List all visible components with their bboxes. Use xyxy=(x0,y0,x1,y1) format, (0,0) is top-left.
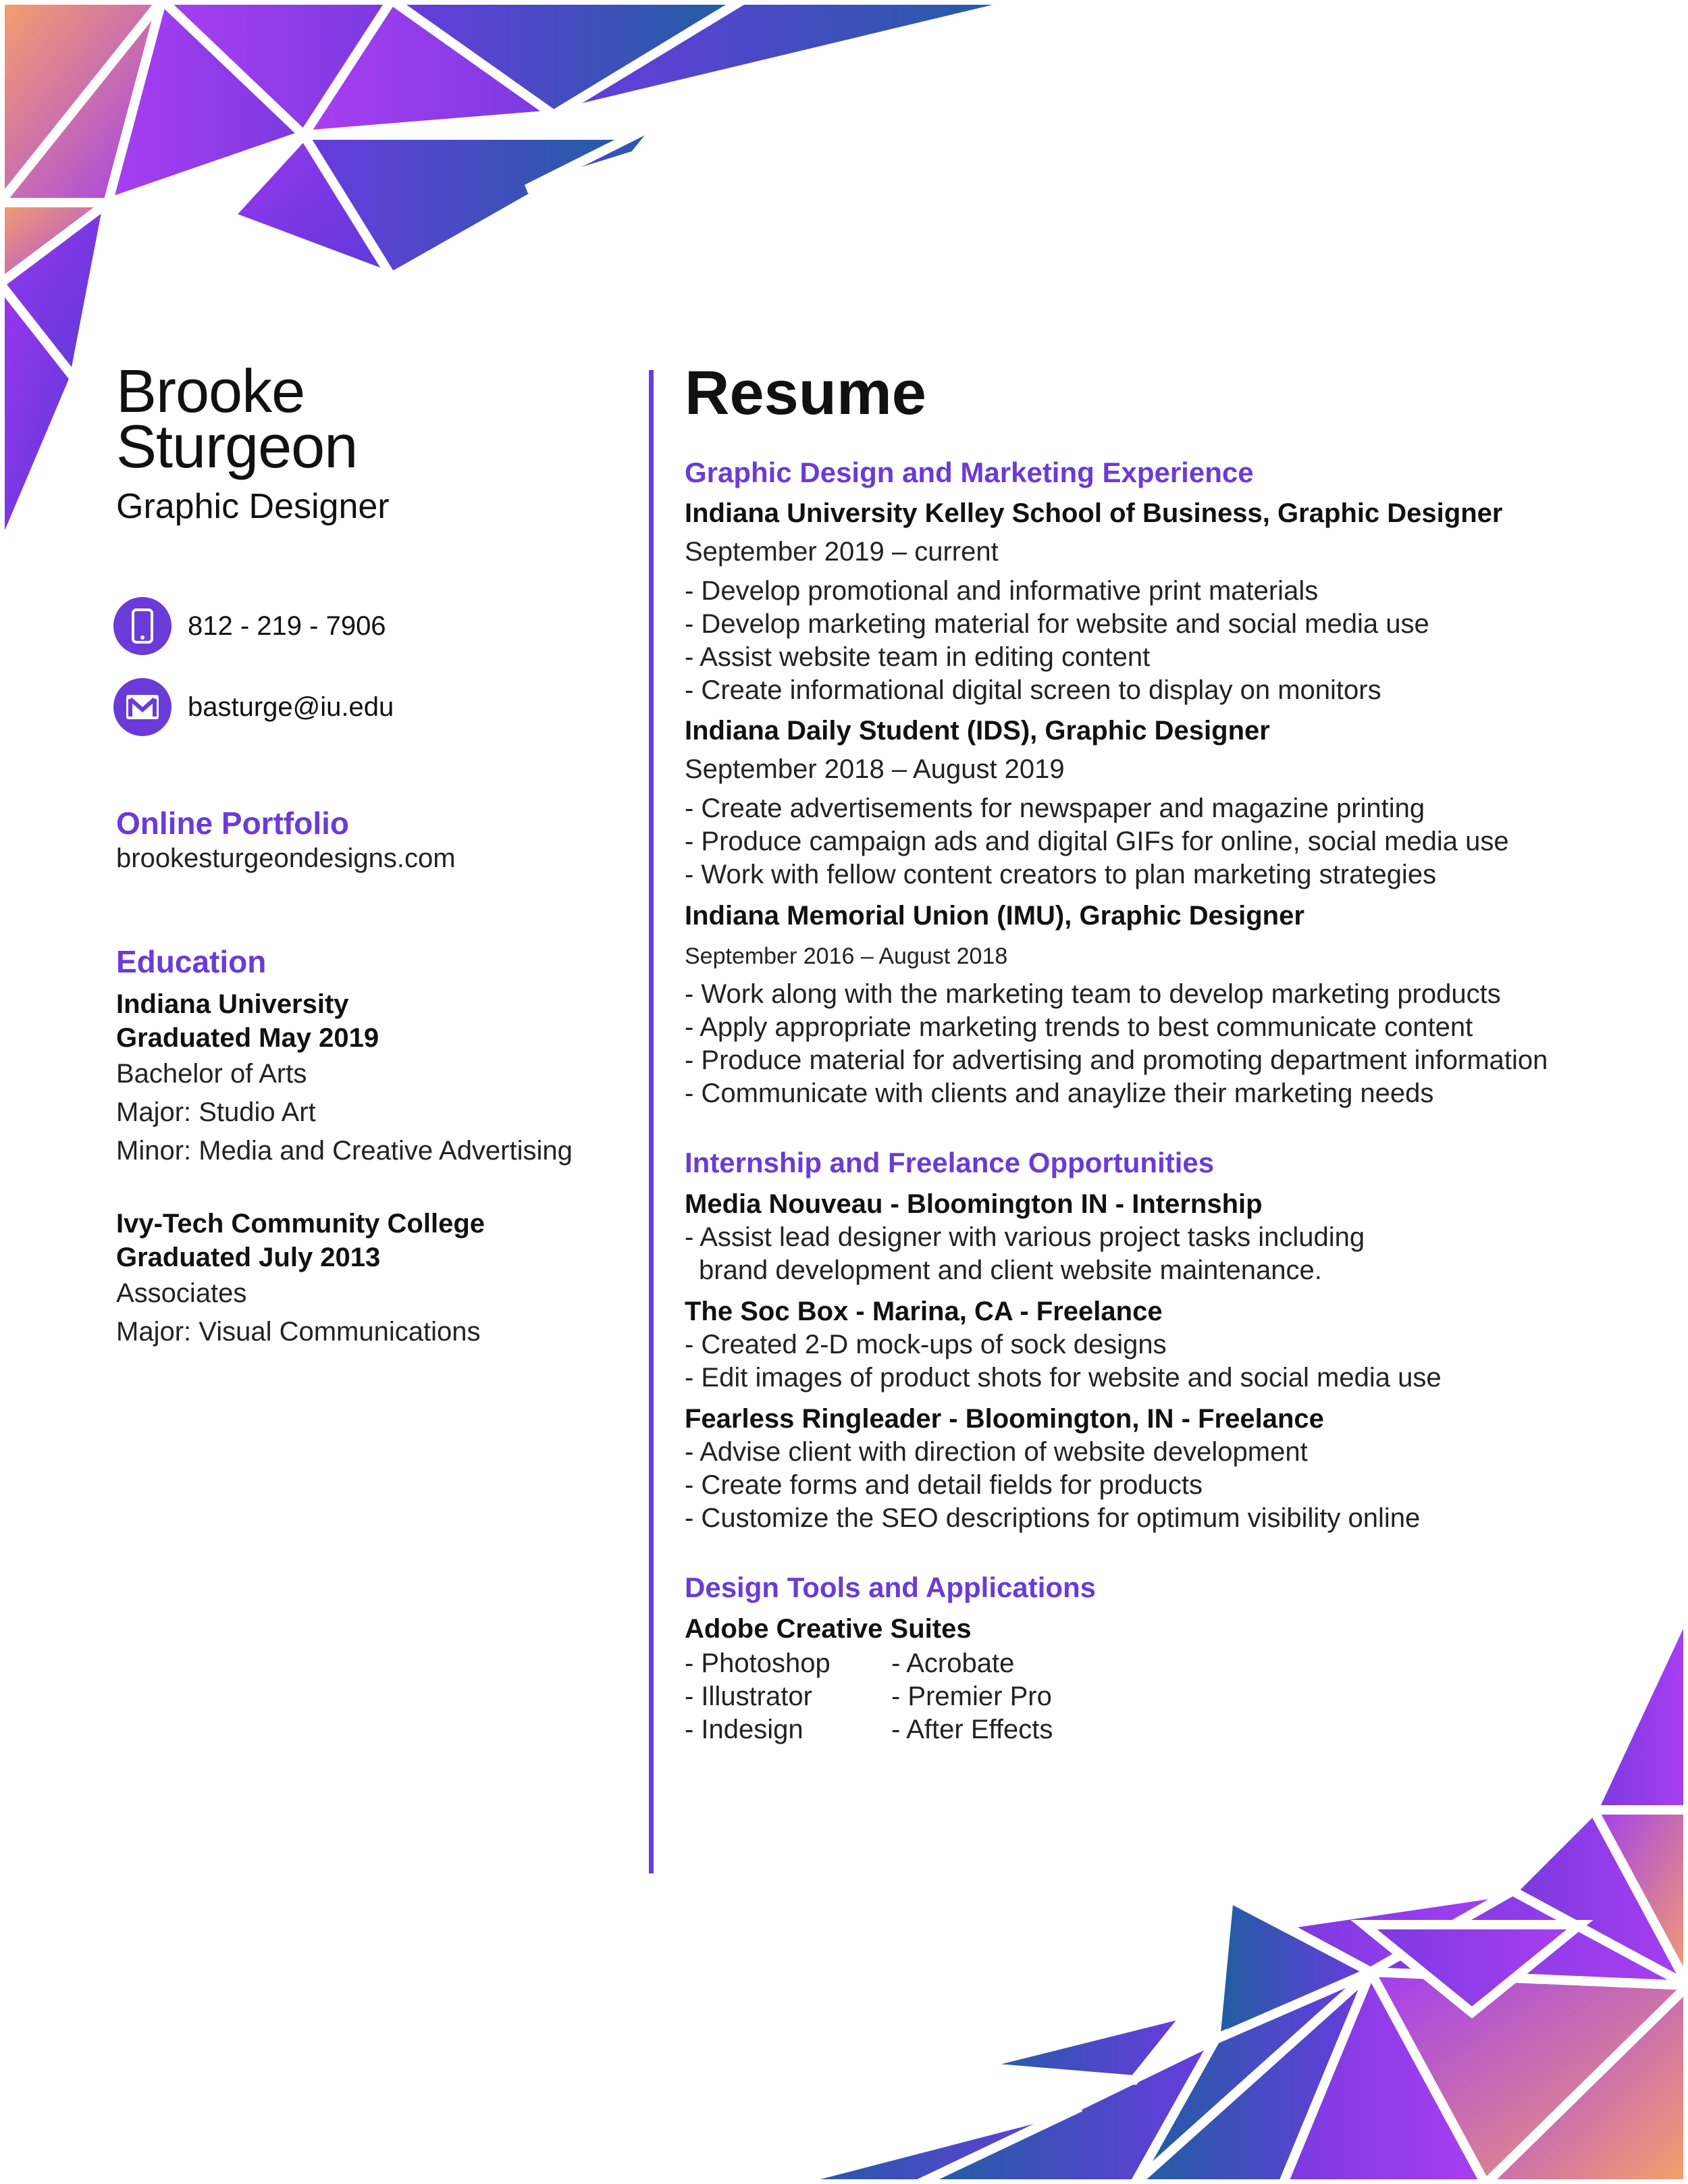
job-bullet: - Assist website team in editing content xyxy=(685,642,1151,672)
phone-icon xyxy=(113,597,172,655)
school-graduated: Graduated May 2019 xyxy=(116,1023,379,1053)
job-bullet: - Customize the SEO descriptions for optimum visibility online xyxy=(685,1503,1421,1533)
tool-item: - Indesign xyxy=(685,1715,803,1744)
job-bullet: - Create forms and detail fields for products xyxy=(685,1470,1203,1500)
phone-number[interactable]: 812 - 219 - 7906 xyxy=(188,610,386,641)
job-bullet: - Work along with the marketing team to develop marketing products xyxy=(685,979,1501,1009)
email-address[interactable]: basturge@iu.edu xyxy=(188,692,394,722)
job-bullet: - Created 2-D mock-ups of sock designs xyxy=(685,1330,1167,1359)
job-dates: September 2019 – current xyxy=(685,537,999,567)
tools-suite: Adobe Creative Suites xyxy=(685,1614,972,1644)
portfolio-heading: Online Portfolio xyxy=(116,806,349,841)
triangle-shape xyxy=(1593,1607,1688,1810)
job-bullet: - Produce campaign ads and digital GIFs for online, social media use xyxy=(685,827,1509,856)
job-bullet: - Develop marketing material for website and social media use xyxy=(685,609,1429,639)
tool-item: - Illustrator xyxy=(685,1682,812,1711)
job-bullet: - Produce material for advertising and promoting department information xyxy=(685,1045,1548,1075)
job-bullet: - Assist lead designer with various project tasks including xyxy=(685,1222,1365,1252)
job-bullet: - Create informational digital screen to display on monitors xyxy=(685,675,1381,705)
school-detail: Minor: Media and Creative Advertising xyxy=(116,1136,573,1166)
job-bullet: - Edit images of product shots for website and social media use xyxy=(685,1363,1442,1393)
tool-item: - Acrobate xyxy=(891,1648,1015,1678)
contact-email-row xyxy=(113,678,394,736)
job-title-kelley: Indiana University Kelley School of Business, Graphic Designer xyxy=(685,498,1503,528)
experience-heading: Graphic Design and Marketing Experience xyxy=(685,457,1254,488)
school-name: Ivy-Tech Community College xyxy=(116,1209,485,1239)
name-last: Sturgeon xyxy=(116,413,358,481)
job-title-soc-box: The Soc Box - Marina, CA - Freelance xyxy=(685,1297,1163,1326)
tool-item: - After Effects xyxy=(891,1715,1053,1744)
education-school-1 xyxy=(116,987,573,1170)
school-graduated: Graduated July 2013 xyxy=(116,1243,381,1272)
portfolio-link[interactable]: brookesturgeondesigns.com xyxy=(116,843,456,873)
school-name: Indiana University xyxy=(116,989,349,1019)
gmail-icon xyxy=(113,678,172,736)
job-title: Graphic Designer xyxy=(116,487,390,526)
tools-column-1 xyxy=(685,1647,830,1746)
tools-heading: Design Tools and Applications xyxy=(685,1571,1097,1603)
job-title-fearless-ringleader: Fearless Ringleader - Bloomington, IN - Freelance xyxy=(685,1404,1324,1434)
school-detail: Bachelor of Arts xyxy=(116,1059,307,1089)
column-divider xyxy=(649,370,654,1873)
tool-item: - Photoshop xyxy=(685,1648,830,1678)
job-title-ids: Indiana Daily Student (IDS), Graphic Designer xyxy=(685,716,1270,746)
name-first: Brooke xyxy=(116,358,305,425)
job-dates: September 2016 – August 2018 xyxy=(685,943,1008,969)
job-bullet: brand development and client website maintenance. xyxy=(699,1255,1322,1285)
tools-column-2 xyxy=(891,1647,1053,1746)
job-title-media-nouveau: Media Nouveau - Bloomington IN - Internship xyxy=(685,1189,1263,1219)
tool-item: - Premier Pro xyxy=(891,1682,1052,1711)
education-school-2 xyxy=(116,1207,485,1351)
job-bullet: - Create advertisements for newspaper and magazine printing xyxy=(685,794,1425,823)
job-dates: September 2018 – August 2019 xyxy=(685,754,1065,784)
job-title-imu: Indiana Memorial Union (IMU), Graphic Designer xyxy=(685,901,1304,931)
internships-heading: Internship and Freelance Opportunities xyxy=(685,1147,1215,1178)
contact-phone-row xyxy=(113,597,386,655)
education-heading: Education xyxy=(116,944,267,979)
job-bullet: - Advise client with direction of website development xyxy=(685,1437,1308,1467)
resume-heading: Resume xyxy=(685,359,926,427)
school-detail: Major: Visual Communications xyxy=(116,1317,481,1347)
job-bullet: - Work with fellow content creators to plan marketing strategies xyxy=(685,860,1437,889)
job-bullet: - Apply appropriate marketing trends to best communicate content xyxy=(685,1012,1473,1042)
school-detail: Major: Studio Art xyxy=(116,1097,316,1127)
job-bullet: - Develop promotional and informative print materials xyxy=(685,576,1319,606)
job-bullet: - Communicate with clients and anaylize their marketing needs xyxy=(685,1078,1434,1108)
school-detail: Associates xyxy=(116,1278,247,1308)
